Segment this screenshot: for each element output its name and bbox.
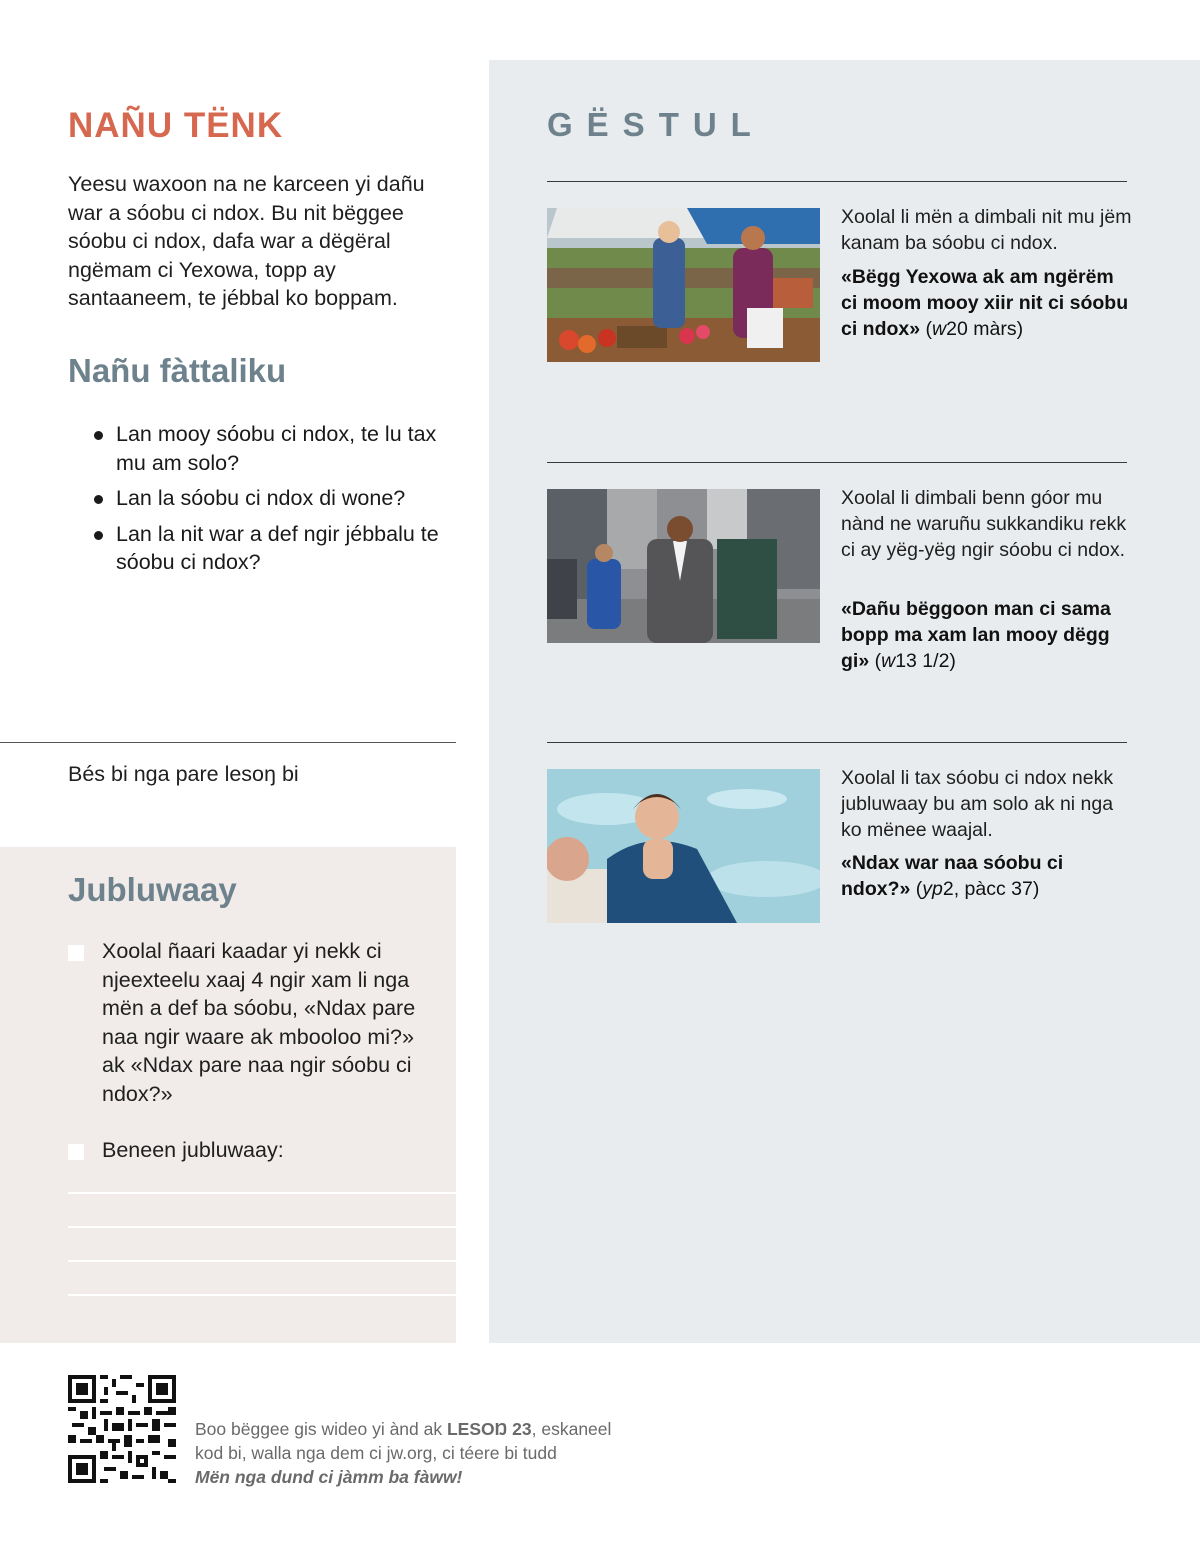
explore-panel <box>489 60 1200 1343</box>
explore-description: Xoolal li tax sóobu ci ndox nekk jubluwaay bu am solo ak ni nga ko mënee waajal. <box>841 767 1114 841</box>
qr-code-icon[interactable] <box>68 1375 176 1483</box>
market-stall-photo[interactable] <box>547 208 820 362</box>
summary-text: Yeesu waxoon na ne karceen yi dañu war a sóobu ci ndox. Bu nit bëggee sóobu ci ndox, dafa war a dëgëral ngëmam ci Yexowa, topp ay santaaneem, te jébbal ko boppam. <box>68 172 425 310</box>
goal-checkbox[interactable] <box>68 945 84 961</box>
writing-line[interactable] <box>68 1294 456 1296</box>
explore-description: Xoolal li dimbali benn góor mu nànd ne waruñu sukkandiku rekk ci ay yëg-yëg ngir sóobu ci ndox. <box>841 487 1127 561</box>
footer-text-part: Boo bëggee gis wideo yi ànd ak <box>195 1419 447 1439</box>
review-item: Lan la nit war a def ngir jébbalu te sóobu ci ndox? <box>92 520 452 577</box>
reference-title: «Dañu bëggoon man ci sama bopp ma xam lan mooy dëgg gi» <box>841 598 1111 672</box>
goal-item-text: Xoolal ñaari kaadar yi nekk ci njeexteelu xaaj 4 ngir xam li nga mën a def ba sóobu, «Ndax pare naa ngir waare ak mbooloo mi?» ak «Ndax pare naa ngir sóobu ci ndox?» <box>102 939 416 1106</box>
review-item: Lan la sóobu ci ndox di wone? <box>92 484 452 513</box>
goal-item-text: Beneen jubluwaay: <box>102 1138 284 1162</box>
explore-reference[interactable]: «Ndax war naa sóobu ci ndox?» (yp2, pàcc 37) <box>841 852 1064 900</box>
reference-issue: 13 1/2 <box>895 650 950 672</box>
writing-line[interactable] <box>68 1260 456 1262</box>
reference-title: «Bëgg Yexowa ak am ngërëm ci moom mooy xiir nit ci sóobu ci ndox» <box>841 266 1129 340</box>
footer-line <box>195 1417 675 1441</box>
goal-checkbox[interactable] <box>68 1144 84 1160</box>
writing-line[interactable] <box>68 1192 456 1194</box>
footer-line: kod bi, walla nga dem ci jw.org, ci téere bi tudd <box>195 1443 557 1463</box>
reference-title: «Ndax war naa sóobu ci ndox?» <box>841 852 1064 900</box>
reference-publication: w <box>881 650 896 672</box>
divider <box>547 742 1127 743</box>
review-item: Lan mooy sóobu ci ndox, te lu tax mu am solo? <box>92 420 452 477</box>
reference-issue: 20 màrs <box>946 318 1017 340</box>
goal-item <box>68 1136 422 1165</box>
review-list <box>92 420 452 584</box>
divider <box>547 181 1127 182</box>
reference-publication: yp <box>922 878 943 900</box>
explore-description: Xoolal li mën a dimbali nit mu jëm kanam ba sóobu ci ndox. <box>841 206 1132 254</box>
review-title: Nañu fàttaliku <box>68 352 287 389</box>
explore-reference[interactable]: «Bëgg Yexowa ak am ngërëm ci moom mooy xiir nit ci sóobu ci ndox» (w20 màrs) <box>841 266 1129 340</box>
footer-text-part: , eskaneel <box>531 1419 612 1439</box>
divider <box>0 742 456 743</box>
reference-issue: 2, pàcc 37 <box>942 878 1033 900</box>
book-title[interactable]: Mën nga dund ci jàmm ba fàww! <box>195 1467 463 1487</box>
explore-title: GËSTUL <box>547 106 765 143</box>
reference-publication: w <box>932 318 947 340</box>
completion-date-label: Bés bi nga pare lesoŋ bi <box>68 762 299 786</box>
goal-box <box>0 847 456 1343</box>
lesson-number: LESOŊ 23 <box>446 1419 532 1439</box>
goal-title: Jubluwaay <box>68 871 237 908</box>
divider <box>547 462 1127 463</box>
footer-text <box>195 1417 675 1489</box>
summary-title: NAÑU TËNK <box>68 106 284 145</box>
goal-item <box>68 937 422 1108</box>
explore-reference[interactable]: «Dañu bëggoon man ci sama bopp ma xam lan mooy dëgg gi» (w13 1/2) <box>841 598 1111 672</box>
city-street-photo[interactable] <box>547 489 820 643</box>
writing-line[interactable] <box>68 1226 456 1228</box>
left-column <box>0 0 456 1343</box>
baptism-photo[interactable] <box>547 769 820 923</box>
